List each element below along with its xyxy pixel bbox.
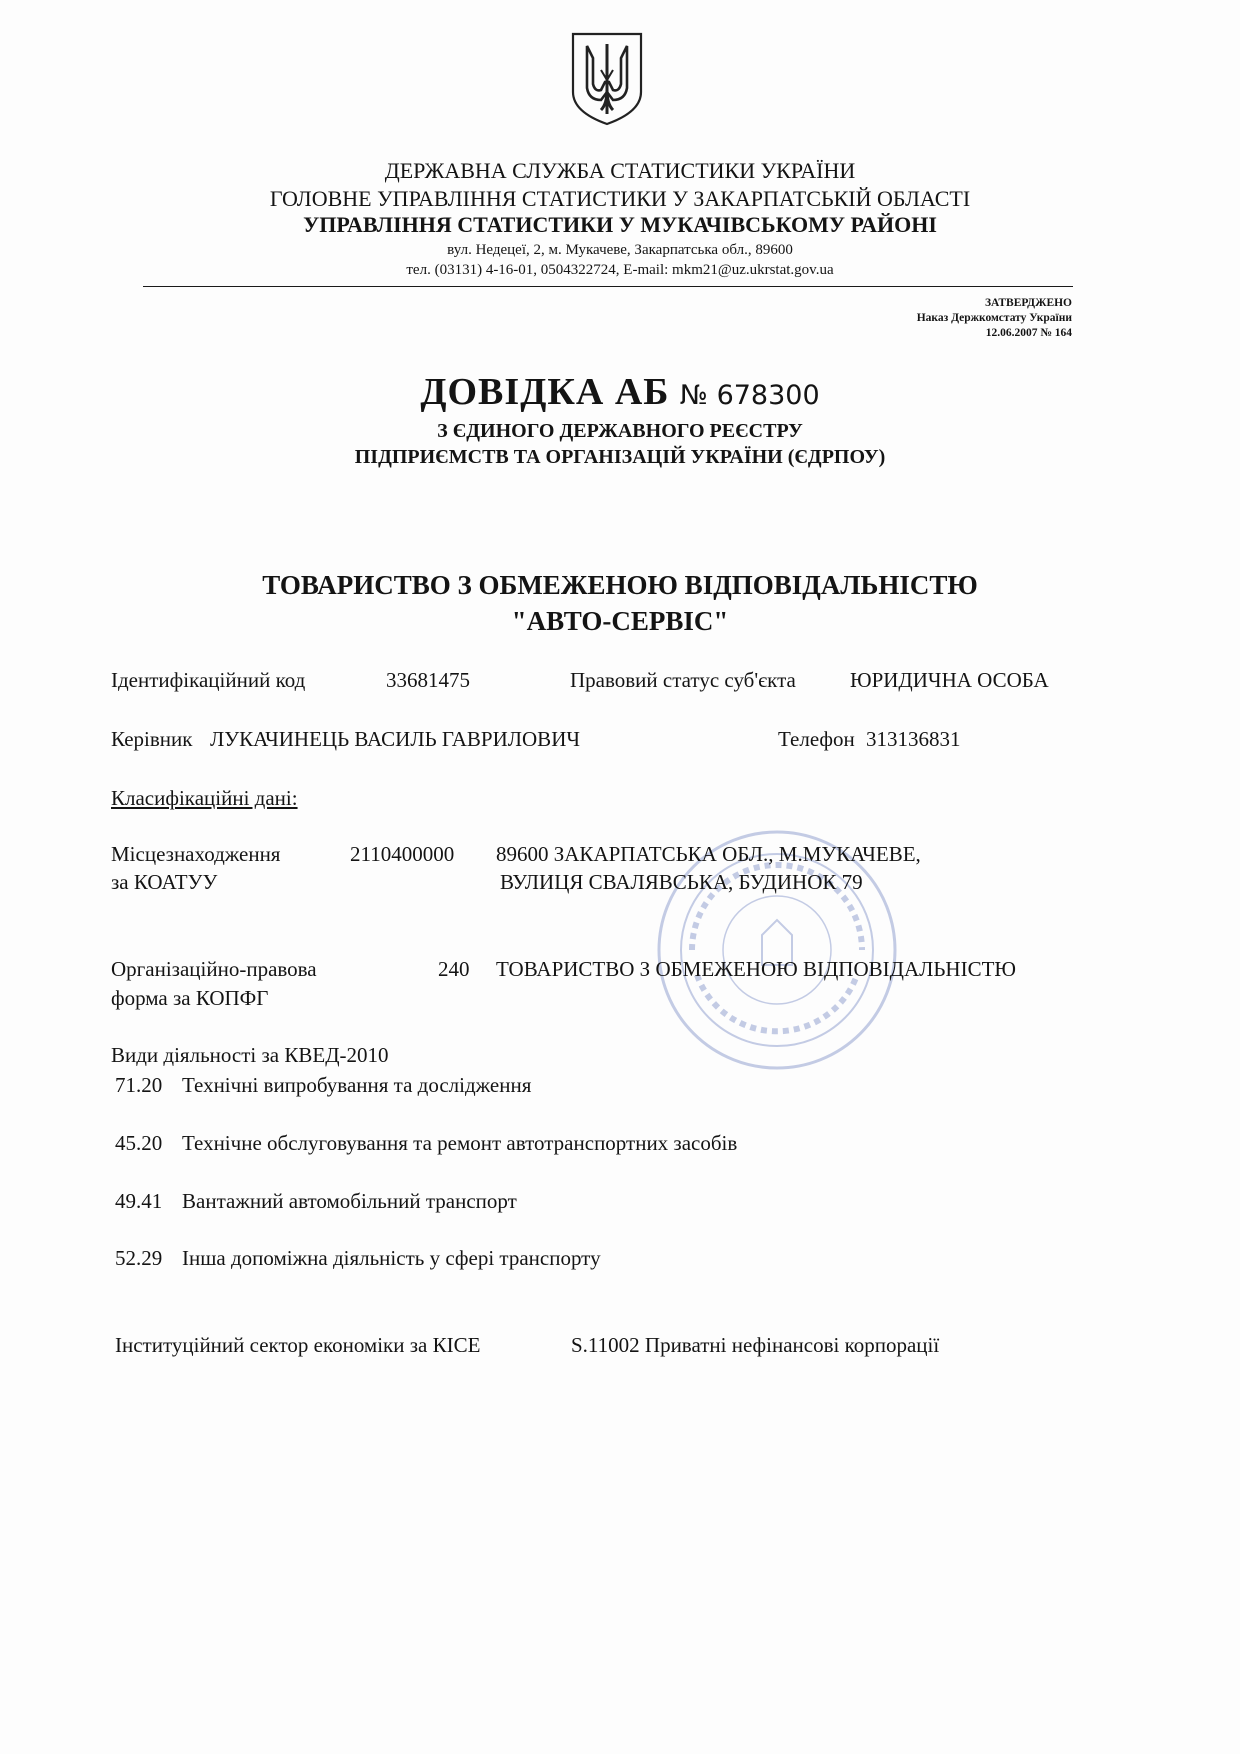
id-code-value: 33681475 (386, 668, 470, 692)
head-label: Керівник (111, 727, 193, 751)
approval-block (917, 296, 1072, 341)
approval-line-3: 12.06.2007 № 164 (985, 327, 1072, 339)
organization-name-line-1: ТОВАРИСТВО З ОБМЕЖЕНОЮ ВІДПОВІДАЛЬНІСТЮ (262, 570, 978, 600)
approval-line-1: ЗАТВЕРДЖЕНО (984, 297, 1072, 309)
activity-code: 71.20 (115, 1073, 163, 1097)
header-contacts: тел. (03131) 4-16-01, 0504322724, E-mail: mkm21@uz.ukrstat.gov.ua (406, 262, 834, 278)
header-line-3: УПРАВЛІННЯ СТАТИСТИКИ У МУКАЧІВСЬКОМУ РАЙОНІ (303, 212, 937, 237)
location-address-line-1: 89600 ЗАКАРПАТСЬКА ОБЛ., М.МУКАЧЕВЕ, (496, 842, 921, 866)
location-address-line-2: ВУЛИЦЯ СВАЛЯВСЬКА, БУДИНОК 79 (500, 870, 863, 894)
location-label-line-1: Місцезнаходження (111, 842, 281, 866)
activity-code: 52.29 (115, 1246, 163, 1270)
kopfg-code: 240 (438, 957, 470, 981)
activity-code: 49.41 (115, 1189, 163, 1213)
certificate-title (0, 370, 1240, 414)
activity-name: Вантажний автомобільний транспорт (182, 1189, 517, 1213)
phone-label: Телефон (778, 727, 855, 751)
organization-name-line-2: "АВТО-СЕРВІС" (511, 606, 729, 636)
header-line-2: ГОЛОВНЕ УПРАВЛІННЯ СТАТИСТИКИ У ЗАКАРПАТСЬКІЙ ОБЛАСТІ (269, 186, 971, 211)
location-label-line-2: за КОАТУУ (111, 870, 218, 894)
head-value: ЛУКАЧИНЕЦЬ ВАСИЛЬ ГАВРИЛОВИЧ (210, 727, 581, 751)
phone-value: 313136831 (866, 727, 961, 751)
form-label-line-2: форма за КОПФГ (111, 986, 269, 1010)
certificate-title-main: ДОВІДКА АБ (420, 371, 670, 413)
classification-heading: Класифікаційні дані: (111, 786, 298, 810)
activity-name: Технічне обслуговування та ремонт автотранспортних засобів (182, 1131, 738, 1155)
form-label-line-1: Організаційно-правова (111, 957, 317, 981)
activities-label: Види діяльності за КВЕД-2010 (111, 1043, 389, 1067)
legal-status-value: ЮРИДИЧНА ОСОБА (850, 668, 1049, 692)
header-address: вул. Недецеї, 2, м. Мукачеве, Закарпатська обл., 89600 (447, 242, 793, 258)
activity-code: 45.20 (115, 1131, 163, 1155)
koatuu-code: 2110400000 (350, 842, 455, 866)
legal-form-value: ТОВАРИСТВО З ОБМЕЖЕНОЮ ВІДПОВІДАЛЬНІСТЮ (496, 957, 1016, 981)
title-subtitle-1: З ЄДИНОГО ДЕРЖАВНОГО РЕЄСТРУ (437, 420, 803, 442)
certificate-number: № 678300 (679, 380, 820, 411)
activity-name: Технічні випробування та дослідження (182, 1073, 532, 1097)
id-code-label: Ідентифікаційний код (111, 668, 306, 692)
header-line-1: ДЕРЖАВНА СЛУЖБА СТАТИСТИКИ УКРАЇНИ (384, 158, 856, 183)
sector-label: Інституційний сектор економіки за КІСЕ (115, 1333, 481, 1357)
sector-value: S.11002 Приватні нефінансові корпорації (571, 1333, 940, 1357)
activity-name: Інша допоміжна діяльність у сфері транспорту (182, 1246, 601, 1270)
legal-status-label: Правовий статус суб'єкта (570, 668, 796, 692)
coat-of-arms-icon (567, 30, 647, 126)
title-subtitle-2: ПІДПРИЄМСТВ ТА ОРГАНІЗАЦІЙ УКРАЇНИ (ЄДРПОУ) (354, 446, 886, 468)
approval-line-2: Наказ Держкомстату України (916, 312, 1072, 324)
header-divider (143, 286, 1073, 287)
